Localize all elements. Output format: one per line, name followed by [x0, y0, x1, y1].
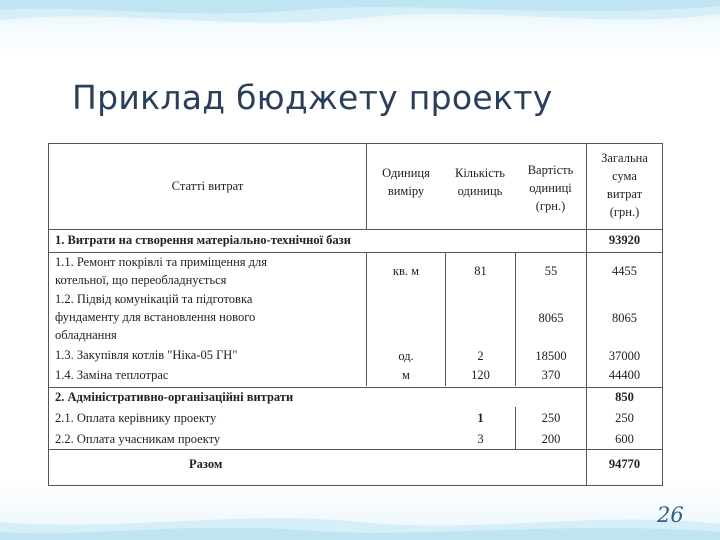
row-2-1-price: 250: [541, 411, 561, 425]
row-1-1-item-line2: котельної, що переобладнується: [55, 273, 227, 287]
row-1-1-unit: кв. м: [392, 264, 420, 278]
row-2-1-item: 2.1. Оплата керівнику проекту: [55, 411, 217, 425]
row-1-4-qty: 120: [471, 368, 490, 382]
header-total-line1: Загальна: [601, 151, 648, 165]
header-qty-line2: одиниць: [457, 184, 503, 198]
header-price-line1: Вартість: [527, 163, 574, 177]
row-1-2-item-line2: фундаменту для встановлення нового: [55, 310, 256, 324]
row-1-3-total: 37000: [608, 349, 641, 363]
row-1-3-item: 1.3. Закупівля котлів "Ніка-05 ГН": [55, 348, 238, 362]
row-1-4-total: 44400: [608, 368, 641, 382]
row-1-1-qty: 81: [474, 264, 487, 278]
row-1-2-item-line3: обладнання: [55, 328, 117, 342]
row-2-2-price: 200: [541, 432, 561, 446]
row-2-1-qty: 1: [477, 411, 484, 425]
header-total-line4: (грн.): [609, 205, 640, 219]
row-2-1-total: 250: [615, 411, 634, 425]
row-1-4-price: 370: [541, 368, 561, 382]
footer-total: 94770: [608, 457, 641, 471]
header-price-line2: одиниці: [529, 181, 572, 195]
row-1-1-item-line1: 1.1. Ремонт покрівлі та приміщення для: [55, 255, 268, 269]
row-2-2-qty: 3: [477, 432, 484, 446]
decorative-bottom-wave: [0, 500, 720, 540]
row-1-3-qty: 2: [477, 349, 484, 363]
header-items: Статті витрат: [171, 179, 244, 193]
row-2-2-total: 600: [615, 432, 634, 446]
page-number: 26: [657, 503, 684, 527]
row-1-4-item: 1.4. Заміна теплотрас: [55, 368, 169, 382]
row-1-3-price: 18500: [535, 349, 567, 363]
section-2-title: 2. Адміністративно-організаційні витрати: [55, 390, 294, 404]
row-divider: [49, 449, 662, 450]
header-price-line3: (грн.): [535, 199, 566, 213]
section-2-total: 850: [615, 390, 634, 404]
row-1-2-total: 8065: [612, 311, 637, 325]
decorative-top-wave: [0, 0, 720, 40]
row-divider: [49, 229, 662, 230]
row-1-4-unit: м: [402, 368, 410, 382]
row-1-1-price: 55: [544, 264, 558, 278]
row-2-2-item: 2.2. Оплата учасникам проекту: [55, 432, 221, 446]
row-1-2-price: 8065: [538, 311, 564, 325]
header-qty-line1: Кількість: [454, 166, 505, 180]
section-1-title: 1. Витрати на створення матеріально-технічної бази: [55, 233, 351, 247]
row-1-3-unit: од.: [398, 349, 414, 363]
budget-table: [48, 143, 663, 486]
footer-label: Разом: [189, 457, 223, 471]
section-1-total: 93920: [608, 233, 641, 247]
header-unit-line1: Одиниця: [382, 166, 430, 180]
header-unit-line2: виміру: [387, 184, 425, 198]
header-total-line3: витрат: [606, 187, 643, 201]
row-1-1-total: 4455: [612, 264, 637, 278]
header-total-line2: сума: [612, 169, 637, 183]
row-1-2-item-line1: 1.2. Підвід комунікацій та підготовка: [55, 292, 253, 306]
page-title: Приклад бюджету проекту: [72, 78, 553, 117]
